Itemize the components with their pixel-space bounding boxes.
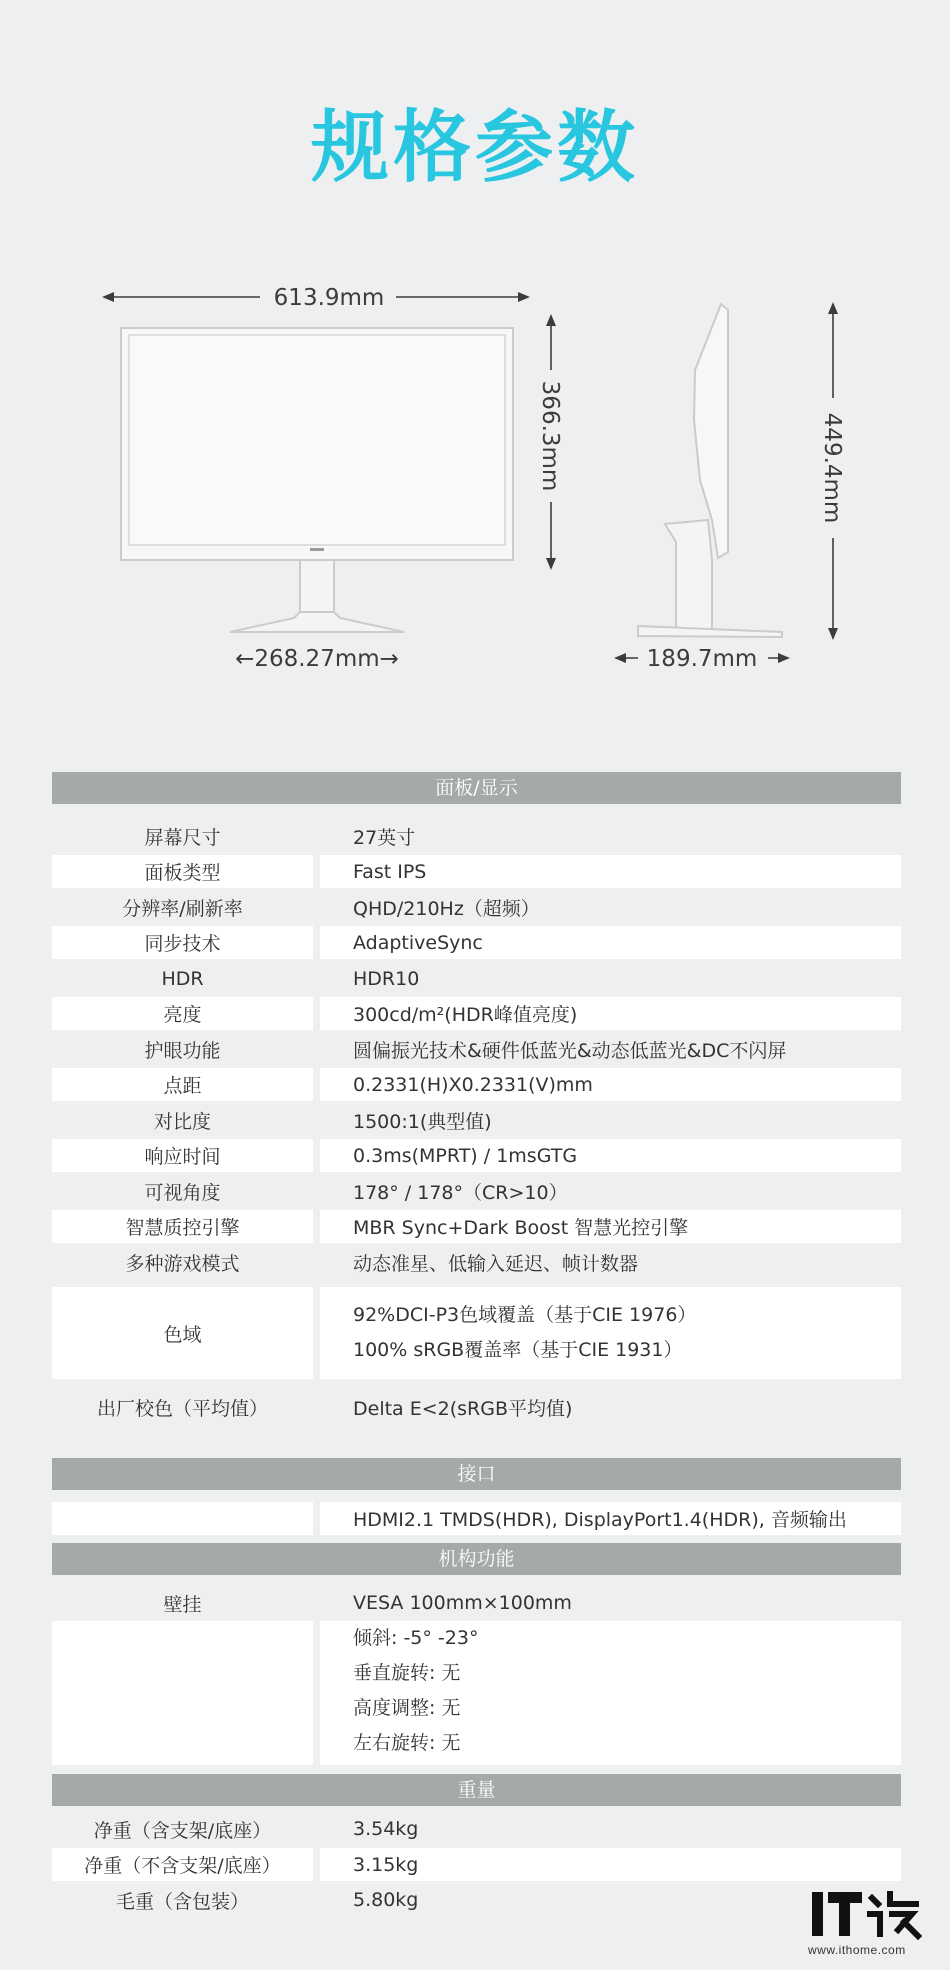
section-header-weight: 重量 <box>52 1774 901 1806</box>
spec-label: 面板类型 <box>52 855 313 888</box>
spec-row-sync <box>52 926 901 959</box>
spec-row-wall-mount <box>52 1585 901 1621</box>
spec-label: 净重（不含支架/底座） <box>52 1848 313 1881</box>
spec-row-panel-type <box>52 855 901 888</box>
spec-value: QHD/210Hz（超频） <box>353 898 540 920</box>
spec-value: 178° / 178°（CR>10） <box>353 1182 568 1204</box>
spec-row-pixel-pitch <box>52 1068 901 1101</box>
spec-value: 3.54kg <box>353 1818 419 1840</box>
spec-value: Delta E<2(sRGB平均值) <box>353 1397 573 1420</box>
spec-label: 屏幕尺寸 <box>144 826 221 849</box>
spec-label: 分辨率/刷新率 <box>122 898 243 920</box>
spec-row-ports <box>52 1502 901 1535</box>
ithome-url: www.ithome.com <box>808 1943 906 1957</box>
spec-value <box>320 1287 901 1379</box>
base-width-dimension: ←268.27mm→ <box>235 646 399 672</box>
spec-row-viewing-angle <box>52 1174 901 1209</box>
spec-row-stand-adjust <box>52 1621 901 1765</box>
width-dimension: 613.9mm <box>273 285 385 311</box>
section-header-ports: 接口 <box>52 1458 901 1490</box>
spec-value: 0.2331(H)X0.2331(V)mm <box>320 1068 901 1101</box>
spec-row-smart-engine <box>52 1210 901 1243</box>
spec-row-net-weight-stand <box>52 1811 901 1847</box>
spec-row-screen-size <box>52 818 901 854</box>
spec-row-calibration <box>52 1388 901 1426</box>
spec-value: 1500:1(典型值) <box>353 1111 492 1133</box>
monitor-dimension-diagram <box>0 280 950 700</box>
tilt-spec: 倾斜: -5° -23° <box>353 1627 479 1649</box>
panel-height-dimension: 366.3mm <box>537 380 563 492</box>
spec-value: 300cd/m²(HDR峰值亮度) <box>320 997 901 1030</box>
spec-value: MBR Sync+Dark Boost 智慧光控引擎 <box>320 1210 901 1243</box>
spec-row-brightness <box>52 997 901 1030</box>
spec-row-response-time <box>52 1139 901 1172</box>
spec-value: AdaptiveSync <box>320 926 901 959</box>
spec-label: 智慧质控引擎 <box>52 1210 313 1243</box>
pivot-spec: 垂直旋转: 无 <box>353 1662 461 1684</box>
spec-label <box>52 1502 313 1535</box>
spec-label: 亮度 <box>52 997 313 1030</box>
spec-label <box>52 1621 313 1765</box>
spec-row-gross-weight <box>52 1882 901 1918</box>
spec-label: 壁挂 <box>163 1593 202 1616</box>
spec-value: 圆偏振光技术&硬件低蓝光&动态低蓝光&DC不闪屏 <box>353 1040 787 1062</box>
spec-value: 0.3ms(MPRT) / 1msGTG <box>320 1139 901 1172</box>
spec-label: 护眼功能 <box>144 1040 221 1062</box>
spec-row-game-modes <box>52 1245 901 1280</box>
spec-value: 3.15kg <box>320 1848 901 1881</box>
spec-value: VESA 100mm×100mm <box>353 1592 572 1614</box>
spec-label: 可视角度 <box>144 1182 221 1204</box>
monitor-side-view <box>638 304 782 637</box>
height-adjust-spec: 高度调整: 无 <box>353 1697 461 1719</box>
spec-value <box>320 1621 901 1765</box>
gamut-srgb: 100% sRGB覆盖率（基于CIE 1931） <box>353 1339 683 1361</box>
spec-row-resolution <box>52 890 901 925</box>
spec-value: 动态准星、低输入延迟、帧计数器 <box>353 1253 639 1275</box>
spec-row-net-weight-no-stand <box>52 1848 901 1881</box>
gamut-dci-p3: 92%DCI-P3色域覆盖（基于CIE 1976） <box>353 1304 697 1326</box>
spec-label: 同步技术 <box>52 926 313 959</box>
spec-label: HDR <box>161 967 204 990</box>
spec-label: 多种游戏模式 <box>125 1253 240 1275</box>
spec-label: 净重（含支架/底座） <box>93 1819 272 1842</box>
spec-label: 响应时间 <box>52 1139 313 1172</box>
monitor-front-view <box>121 328 513 632</box>
spec-value: 5.80kg <box>353 1889 419 1911</box>
spec-value: Fast IPS <box>320 855 901 888</box>
spec-label: 出厂校色（平均值） <box>96 1397 268 1420</box>
spec-value: 27英寸 <box>353 826 416 849</box>
page-title: 规格参数 <box>310 103 639 193</box>
swivel-spec: 左右旋转: 无 <box>353 1732 461 1754</box>
spec-row-hdr <box>52 961 901 996</box>
spec-row-eye-care <box>52 1032 901 1067</box>
total-height-dimension: 449.4mm <box>819 412 845 524</box>
section-header-mechanical: 机构功能 <box>52 1543 901 1575</box>
spec-row-contrast <box>52 1103 901 1138</box>
spec-label: 色域 <box>52 1287 313 1379</box>
spec-label: 点距 <box>52 1068 313 1101</box>
spec-value: HDR10 <box>353 967 420 990</box>
section-header-panel: 面板/显示 <box>52 772 901 804</box>
spec-value: HDMI2.1 TMDS(HDR), DisplayPort1.4(HDR), 音频输出 <box>320 1502 901 1535</box>
spec-label: 毛重（含包装） <box>115 1890 249 1913</box>
spec-label: 对比度 <box>153 1111 211 1133</box>
depth-dimension: 189.7mm <box>646 646 758 672</box>
spec-row-color-gamut <box>52 1287 901 1379</box>
